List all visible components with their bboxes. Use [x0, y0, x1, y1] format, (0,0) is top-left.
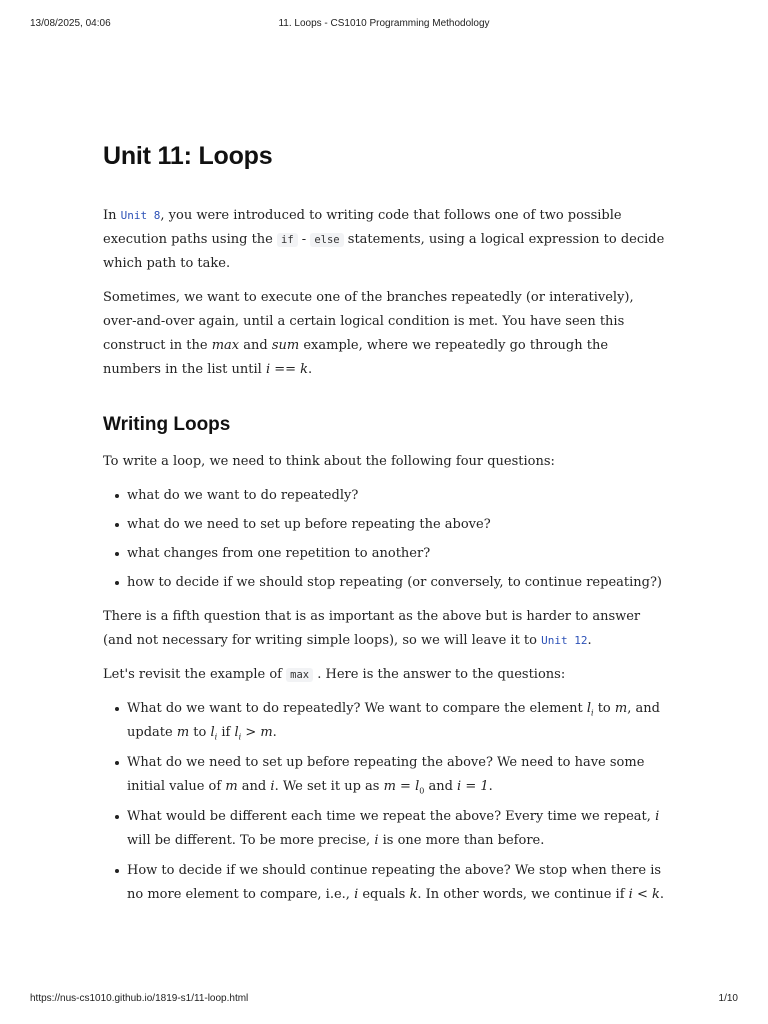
math-i: i — [354, 887, 359, 902]
section-heading-writing-loops: Writing Loops — [103, 414, 231, 435]
unit-12-link[interactable]: Unit 12 — [541, 634, 588, 647]
math-i: i — [655, 809, 660, 824]
text: and — [237, 779, 271, 794]
text: There is a fifth question that is as important as the above but is harder to answer (and not necessary for writing simple loops), so we will leave it to — [103, 609, 641, 648]
intro-paragraph-1 — [103, 204, 668, 276]
revisit-paragraph — [103, 663, 668, 687]
text: . — [587, 633, 592, 648]
main-content — [103, 138, 668, 917]
print-datetime: 13/08/2025, 04:06 — [30, 18, 111, 29]
list-item: what do we need to set up before repeating the above? — [127, 513, 668, 537]
math-i: i — [270, 779, 275, 794]
text: What do we need to set up before repeating the above? We need to have some initial value of — [127, 755, 645, 794]
print-footer — [30, 993, 738, 1007]
math-k: k — [409, 887, 418, 902]
page-number: 1/10 — [718, 993, 738, 1004]
answers-list — [103, 697, 668, 907]
list-item — [127, 805, 668, 853]
text: is one more than before. — [378, 833, 545, 848]
text: example, where we repeatedly go through the numbers in the list until — [103, 338, 609, 377]
text: , and update — [127, 701, 660, 740]
text: . — [488, 779, 493, 794]
fifth-question-paragraph — [103, 605, 668, 653]
list-item: how to decide if we should stop repeating (or conversely, to continue repeating?) — [127, 571, 668, 595]
text: statements, using a logical expression to decide which path to take. — [103, 232, 665, 271]
text: if — [217, 725, 235, 740]
text: will be different. To be more precise, — [127, 833, 375, 848]
print-header — [30, 18, 738, 32]
section-intro: To write a loop, we need to think about the following four questions: — [103, 454, 555, 469]
print-url: https://nus-cs1010.github.io/1819-s1/11-loop.html — [30, 993, 249, 1004]
math-m: m — [614, 701, 628, 716]
list-item — [127, 859, 668, 907]
text: . — [308, 362, 313, 377]
math-condition: i < k — [628, 887, 660, 902]
list-item — [127, 751, 668, 799]
text: What would be different each time we repeat the above? Every time we repeat, — [127, 809, 656, 824]
if-code: if — [277, 233, 298, 247]
text: Sometimes, we want to execute one of the branches repeatedly (or interatively), over-and-over again, until a certain logical condition is met. You have seen this construct in the — [103, 290, 634, 353]
math-condition: i == k — [265, 362, 309, 377]
text: Let's revisit the example of — [103, 667, 287, 682]
math-m: m — [176, 725, 190, 740]
math-sub: i — [591, 708, 594, 718]
text: , you were introduced to writing code that follows one of two possible execution paths using the — [103, 208, 622, 247]
math-m: m — [225, 779, 238, 794]
math-sum: sum — [271, 338, 300, 353]
intro-paragraph-2 — [103, 286, 668, 382]
text: and — [424, 779, 458, 794]
print-document-title: 11. Loops - CS1010 Programming Methodology — [278, 18, 490, 29]
math-l: l — [234, 725, 239, 740]
text: equals — [358, 887, 410, 902]
math-l: l — [210, 725, 215, 740]
text: to — [189, 725, 211, 740]
math-equation: i = 1 — [457, 779, 489, 794]
page-title: Unit 11: Loops — [103, 142, 273, 170]
questions-list — [103, 484, 668, 595]
text: . — [659, 887, 664, 902]
math-max: max — [211, 338, 240, 353]
math-sub: i — [238, 732, 242, 742]
list-item: what do we want to do repeatedly? — [127, 484, 668, 508]
text: In — [103, 208, 121, 223]
math-condition: > m — [241, 725, 273, 740]
text: to — [593, 701, 615, 716]
text: . Here is the answer to the questions: — [313, 667, 566, 682]
max-code: max — [286, 668, 313, 682]
unit-8-link[interactable]: Unit 8 — [120, 209, 161, 222]
text: . We set it up as — [274, 779, 384, 794]
text: - — [297, 232, 311, 247]
text: and — [239, 338, 272, 353]
math-equation: m = l — [383, 779, 420, 794]
math-i: i — [374, 833, 379, 848]
list-item: what changes from one repetition to another? — [127, 542, 668, 566]
text: . — [272, 725, 277, 740]
math-l: l — [586, 701, 592, 716]
text: . In other words, we continue if — [417, 887, 629, 902]
text: How to decide if we should continue repeating the above? We stop when there is no more element to compare, i.e., — [127, 863, 662, 902]
list-item — [127, 697, 668, 745]
text: What do we want to do repeatedly? We want to compare the element — [127, 701, 587, 716]
math-sub: i — [214, 732, 218, 742]
math-sub: 0 — [419, 786, 425, 796]
else-code: else — [310, 233, 343, 247]
